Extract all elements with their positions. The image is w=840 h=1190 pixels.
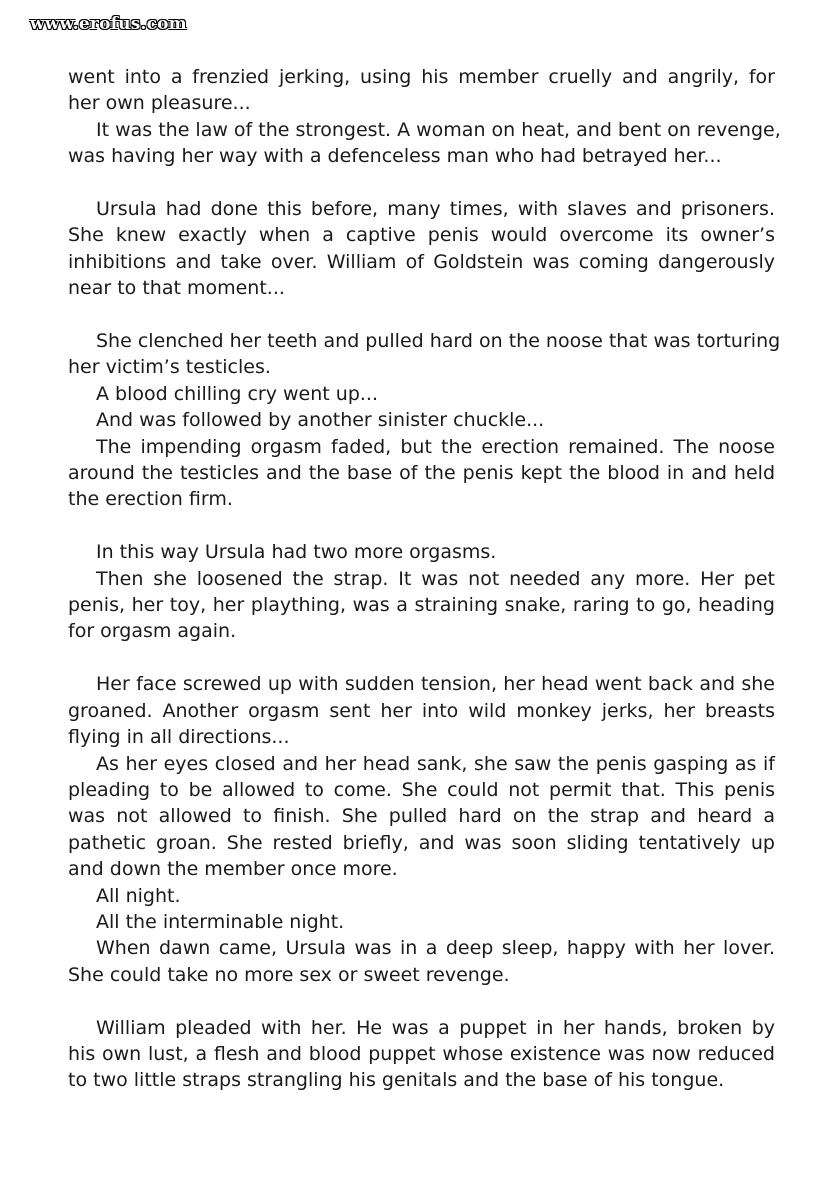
page-body xyxy=(68,64,781,1094)
text-line: As her eyes closed and her head sank, she saw the penis gasping as if xyxy=(96,752,775,775)
text-line: and down the member once more. xyxy=(68,858,398,881)
text-line: A blood chilling cry went up... xyxy=(96,382,378,405)
text-line: All the interminable night. xyxy=(96,910,345,933)
paragraph xyxy=(68,883,775,909)
text-line: went into a frenzied jerking, using his member cruelly and angrily, for xyxy=(68,66,775,88)
text-line: for orgasm again. xyxy=(68,620,237,643)
text-line: She could take no more sex or sweet revenge. xyxy=(68,963,510,986)
paragraph-spacer xyxy=(68,513,775,539)
text-line: penis, her toy, her plaything, was a straining snake, raring to go, heading xyxy=(68,594,775,617)
text-line: flying in all directions... xyxy=(68,726,290,749)
text-line: In this way Ursula had two more orgasms. xyxy=(96,541,497,564)
paragraph xyxy=(68,407,775,433)
text-line: around the testicles and the base of the penis kept the blood in and held xyxy=(68,462,775,485)
text-line: When dawn came, Ursula was in a deep sleep, happy with her lover. xyxy=(96,937,775,960)
text-line: She clenched her teeth and pulled hard on the noose that was torturing xyxy=(96,330,781,353)
paragraph xyxy=(68,909,775,935)
paragraph-spacer xyxy=(68,302,775,328)
paragraph xyxy=(68,196,775,302)
text-line: the erection firm. xyxy=(68,488,233,511)
text-line: Ursula had done this before, many times, with slaves and prisoners. xyxy=(96,198,775,221)
text-line: And was followed by another sinister chuckle... xyxy=(96,409,545,432)
text-line: to two little straps strangling his genitals and the base of his tongue. xyxy=(68,1069,725,1092)
paragraph xyxy=(68,434,775,513)
paragraph xyxy=(68,671,775,750)
text-line: her victim’s testicles. xyxy=(68,356,271,379)
paragraph xyxy=(68,1015,775,1094)
text-line: her own pleasure... xyxy=(68,92,251,115)
paragraph-spacer xyxy=(68,988,775,1014)
text-line: It was the law of the strongest. A woman on heat, and bent on revenge, xyxy=(96,118,781,141)
text-line: William pleaded with her. He was a puppet in her hands, broken by xyxy=(96,1016,775,1039)
paragraph xyxy=(68,381,775,407)
text-line: She knew exactly when a captive penis would overcome its owner’s xyxy=(68,224,775,247)
text-line: The impending orgasm faded, but the erection remained. The noose xyxy=(96,435,775,458)
paragraph xyxy=(68,117,781,170)
text-line: was having her way with a defenceless man who had betrayed her... xyxy=(68,145,722,168)
watermark: www.erofus.com xyxy=(30,14,187,34)
text-line: his own lust, a flesh and blood puppet whose existence was now reduced xyxy=(68,1042,775,1065)
text-line: near to that moment... xyxy=(68,277,285,300)
paragraph-spacer xyxy=(68,645,775,671)
paragraph xyxy=(68,328,781,381)
paragraph xyxy=(68,751,775,883)
paragraph-spacer xyxy=(68,170,775,196)
text-line: pleading to be allowed to come. She could not permit that. This penis xyxy=(68,778,775,801)
paragraph xyxy=(68,64,775,117)
text-line: Her face screwed up with sudden tension, her head went back and she xyxy=(96,673,775,696)
text-line: All night. xyxy=(96,884,181,907)
text-line: groaned. Another orgasm sent her into wild monkey jerks, her breasts xyxy=(68,699,775,722)
paragraph xyxy=(68,539,775,565)
text-line: inhibitions and take over. William of Goldstein was coming dangerously xyxy=(68,250,775,273)
paragraph xyxy=(68,935,775,988)
text-line: was not allowed to finish. She pulled hard on the strap and heard a xyxy=(68,805,775,828)
text-line: Then she loosened the strap. It was not needed any more. Her pet xyxy=(96,567,775,590)
paragraph xyxy=(68,566,775,645)
text-line: pathetic groan. She rested briefly, and was soon sliding tentatively up xyxy=(68,831,775,854)
